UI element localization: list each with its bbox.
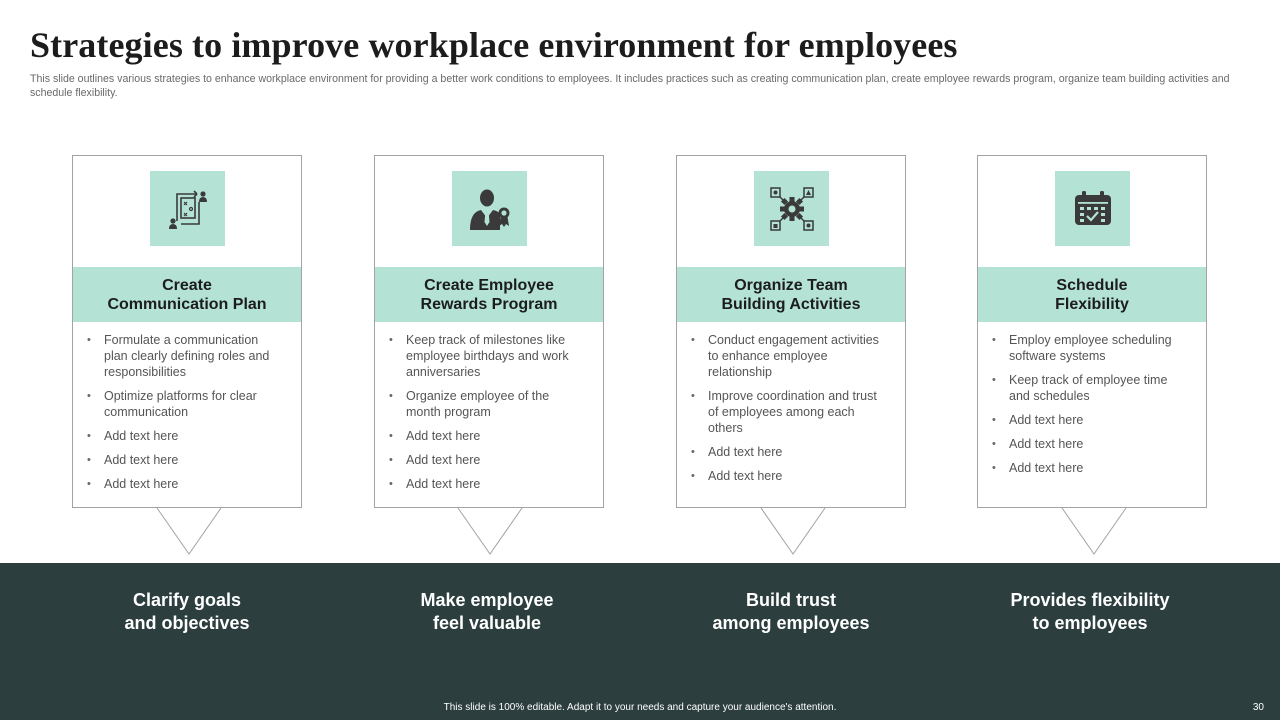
bullet-item: • Add text here: [389, 452, 585, 468]
strategy-card-heading-box: [677, 267, 905, 322]
bullet-item: • Add text here: [992, 460, 1188, 476]
strategy-card-heading-box: [375, 267, 603, 322]
bullet-item: • Add text here: [389, 428, 585, 444]
bullet-item: • Keep track of employee time and schedules: [992, 372, 1188, 404]
calendar-check-icon-box: [1055, 171, 1130, 246]
card-pointer: [156, 507, 222, 555]
strategy-card-heading: Organize Team Building Activities: [721, 276, 861, 313]
bullet-item: • Conduct engagement activities to enhance employee relationship: [691, 332, 887, 380]
bullet-item: • Add text here: [992, 412, 1188, 428]
card-pointer: [457, 507, 523, 555]
bullet-item: • Employ employee scheduling software systems: [992, 332, 1188, 364]
strategy-bullet-list: [87, 332, 283, 500]
page-number: 30: [1252, 702, 1264, 713]
strategy-card-heading: Create Employee Rewards Program: [420, 276, 558, 313]
strategy-bullet-list: [691, 332, 887, 492]
bullet-item: • Add text here: [691, 444, 887, 460]
bullet-item: • Improve coordination and trust of employees among each others: [691, 388, 887, 436]
bullet-item: • Formulate a communication plan clearly defining roles and responsibilities: [87, 332, 283, 380]
strategy-card-heading-box: [73, 267, 301, 322]
bullet-item: • Add text here: [389, 476, 585, 492]
employee-award-icon: [467, 186, 513, 232]
bullet-item: • Organize employee of the month program: [389, 388, 585, 420]
strategy-card-heading: Schedule Flexibility: [1055, 276, 1129, 313]
team-building-gear-icon-box: [754, 171, 829, 246]
team-building-gear-icon: [770, 187, 814, 231]
bullet-item: • Add text here: [691, 468, 887, 484]
calendar-check-icon: [1073, 189, 1113, 229]
bullet-item: • Keep track of milestones like employee birthdays and work anniversaries: [389, 332, 585, 380]
bullet-item: • Add text here: [992, 436, 1188, 452]
bullet-item: • Add text here: [87, 428, 283, 444]
slide-subtitle: This slide outlines various strategies to enhance workplace environment for providing a better work conditions to employees. It includes practices such as creating communication plan, create employee rewards program, organize team building activities and schedule flexibility.: [30, 73, 1230, 99]
bullet-item: • Add text here: [87, 452, 283, 468]
communication-plan-icon: [167, 188, 209, 230]
strategy-bullet-list: [992, 332, 1188, 484]
bullet-item: • Optimize platforms for clear communication: [87, 388, 283, 420]
slide-title: Strategies to improve workplace environment for employees: [30, 25, 958, 65]
strategy-card-flexibility: [977, 155, 1207, 508]
footer-note: This slide is 100% editable. Adapt it to your needs and capture your audience's attention.: [443, 702, 837, 713]
bullet-item: • Add text here: [87, 476, 283, 492]
communication-plan-icon-box: [150, 171, 225, 246]
employee-award-icon-box: [452, 171, 527, 246]
strategy-card-communication: [72, 155, 302, 508]
strategy-card-rewards: [374, 155, 604, 508]
card-pointer: [1061, 507, 1127, 555]
strategy-card-team-building: [676, 155, 906, 508]
strategy-bullet-list: [389, 332, 585, 500]
strategy-card-heading-box: [978, 267, 1206, 322]
outcome-label: Make employee feel valuable: [420, 590, 554, 633]
card-pointer: [760, 507, 826, 555]
outcome-label: Clarify goals and objectives: [124, 590, 250, 633]
strategy-card-heading: Create Communication Plan: [107, 276, 267, 313]
outcome-label: Build trust among employees: [712, 590, 870, 633]
outcome-band: [0, 563, 1280, 720]
outcome-label: Provides flexibility to employees: [1010, 590, 1170, 633]
